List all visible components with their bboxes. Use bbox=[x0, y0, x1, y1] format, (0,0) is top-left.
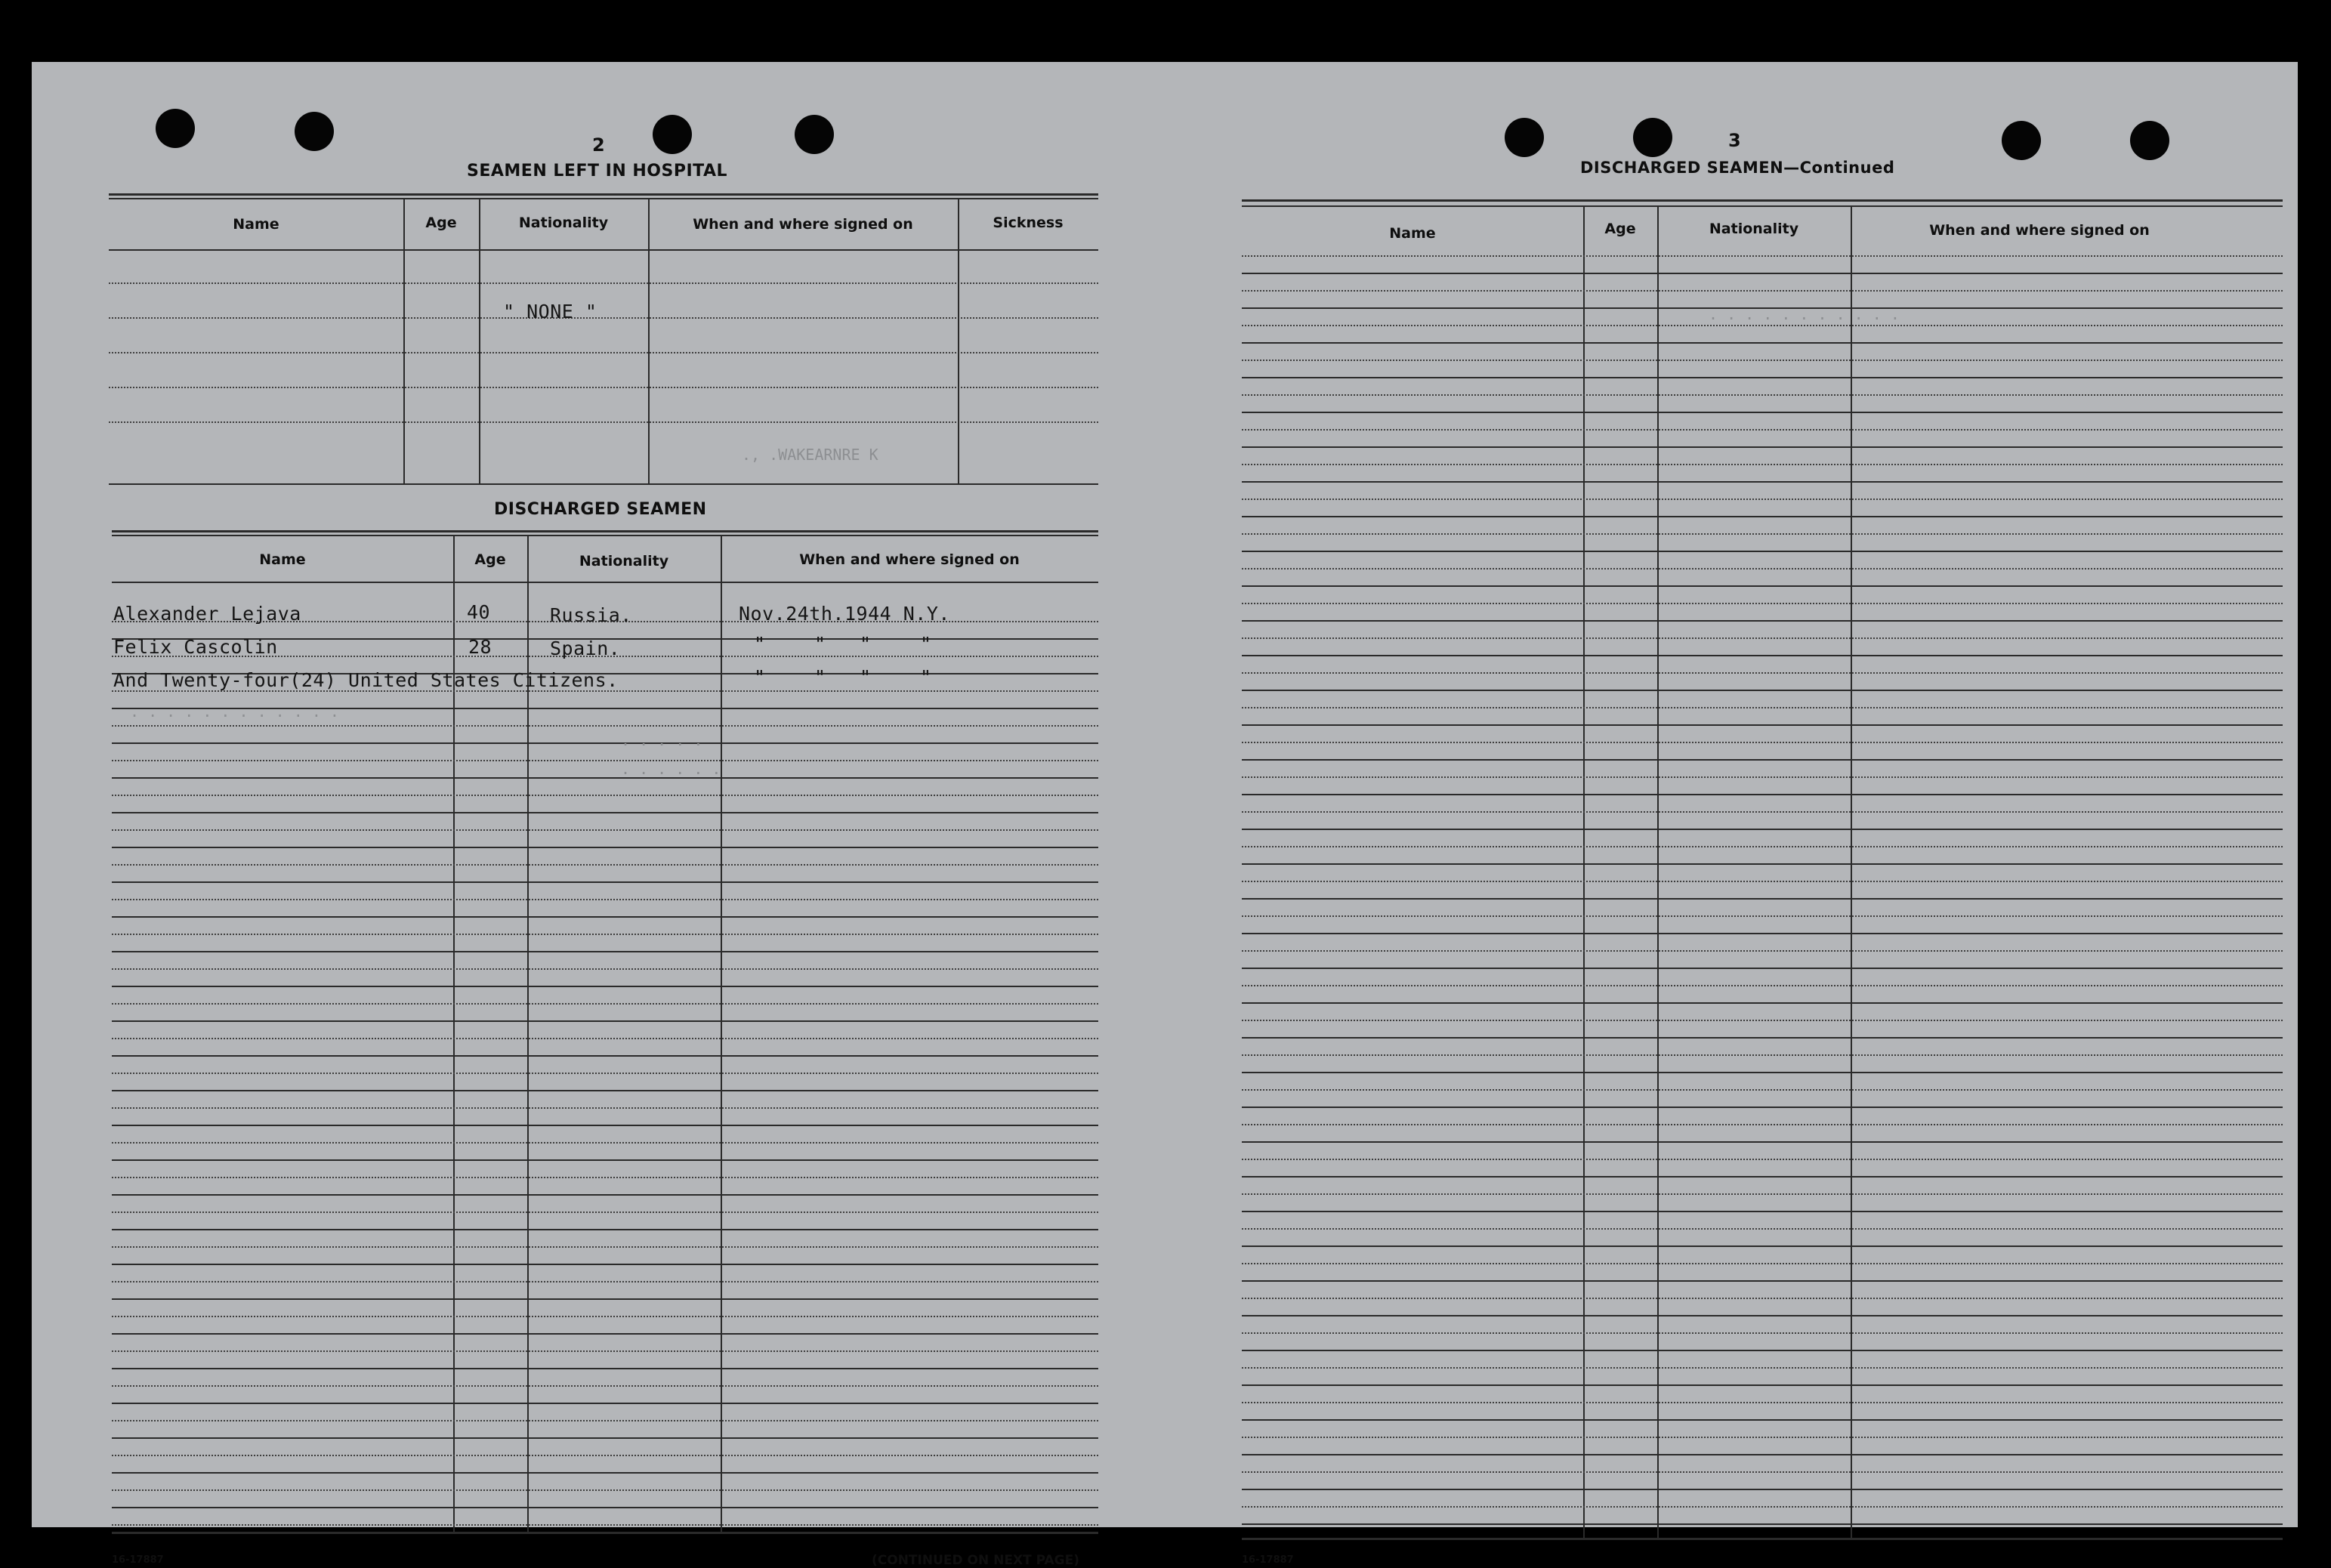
row-rule bbox=[1242, 360, 2283, 361]
col-divider bbox=[1851, 207, 1852, 1539]
row-rule bbox=[1242, 1054, 2283, 1056]
row-rule bbox=[112, 1489, 1098, 1491]
row-rule bbox=[112, 847, 1098, 848]
row-rule bbox=[1242, 1402, 2283, 1403]
row-rule bbox=[1242, 1350, 2283, 1351]
row-rule bbox=[112, 1281, 1098, 1282]
ditto-mark: " bbox=[860, 666, 872, 688]
bleed-through-text: . . . . . bbox=[621, 731, 703, 749]
col-divider bbox=[1657, 207, 1659, 1539]
row-rule bbox=[112, 1437, 1098, 1439]
col-age: Age bbox=[474, 551, 506, 568]
row-rule bbox=[1242, 1471, 2283, 1473]
row-rule bbox=[112, 1507, 1098, 1508]
col-signed-on: When and where signed on bbox=[799, 551, 1020, 568]
col-signed-on: When and where signed on bbox=[693, 216, 913, 233]
col-signed-on: When and where signed on bbox=[1929, 222, 2150, 239]
row-rule bbox=[1242, 933, 2283, 934]
row-rule bbox=[1242, 498, 2283, 500]
bleed-through-text: . . . . . . bbox=[621, 760, 721, 778]
row-rule bbox=[1242, 273, 2283, 274]
col-divider bbox=[958, 199, 959, 483]
col-age: Age bbox=[1604, 221, 1636, 237]
col-divider bbox=[648, 199, 650, 483]
row-rule bbox=[112, 1368, 1098, 1369]
table-bottom-rule bbox=[109, 483, 1098, 485]
row-rule bbox=[112, 1125, 1098, 1126]
row-rule bbox=[1242, 342, 2283, 344]
row-rule bbox=[1242, 1124, 2283, 1125]
row-rule bbox=[1242, 1489, 2283, 1490]
ditto-mark: " bbox=[814, 666, 826, 688]
row-rule bbox=[112, 760, 1098, 761]
table-top-rule bbox=[109, 193, 1098, 196]
row-rule bbox=[112, 916, 1098, 918]
row-rule bbox=[1242, 655, 2283, 656]
row-rule bbox=[1242, 1211, 2283, 1212]
row-rule bbox=[1242, 1159, 2283, 1160]
ditto-mark: " bbox=[754, 633, 766, 655]
row-rule bbox=[1242, 898, 2283, 900]
row-rule bbox=[112, 742, 1098, 744]
form-number: 16-17887 bbox=[112, 1554, 164, 1566]
row-rule bbox=[112, 881, 1098, 883]
col-name: Name bbox=[233, 216, 279, 233]
row-rule bbox=[1242, 1298, 2283, 1299]
row-rule bbox=[112, 1003, 1098, 1005]
row-rule bbox=[1242, 1107, 2283, 1108]
row-rule bbox=[112, 934, 1098, 935]
discharged-heading: DISCHARGED SEAMEN bbox=[494, 500, 707, 519]
row-rule bbox=[1242, 1384, 2283, 1386]
table-bottom-rule bbox=[112, 1532, 1098, 1534]
punch-hole-1 bbox=[1505, 118, 1544, 157]
ditto-mark: " bbox=[860, 633, 872, 655]
row-rule bbox=[112, 1455, 1098, 1456]
row-rule bbox=[1242, 881, 2283, 882]
row-rule bbox=[1242, 1072, 2283, 1073]
row-rule bbox=[1242, 724, 2283, 726]
row-rule bbox=[1242, 968, 2283, 969]
row-rule bbox=[1242, 464, 2283, 465]
table-top-rule bbox=[1242, 199, 2283, 202]
row-rule bbox=[1242, 1419, 2283, 1421]
row-rule bbox=[1242, 516, 2283, 517]
form-number: 16-17887 bbox=[1242, 1554, 1294, 1566]
row-rule bbox=[109, 421, 1098, 423]
col-name: Name bbox=[259, 551, 306, 568]
row-rule bbox=[112, 1055, 1098, 1057]
col-nationality: Nationality bbox=[579, 553, 669, 569]
row-rule bbox=[109, 317, 1098, 319]
row-rule bbox=[112, 1420, 1098, 1421]
row-rule bbox=[1242, 1315, 2283, 1316]
punch-hole-4 bbox=[2130, 121, 2169, 160]
row-rule bbox=[112, 1333, 1098, 1335]
row-rule bbox=[112, 1159, 1098, 1161]
table-top-rule bbox=[109, 198, 1098, 199]
row-rule bbox=[1242, 829, 2283, 830]
row-rule bbox=[1242, 1506, 2283, 1508]
row-rule bbox=[1242, 1228, 2283, 1230]
row-rule bbox=[109, 282, 1098, 284]
table-top-rule bbox=[112, 530, 1098, 532]
row-rule bbox=[112, 777, 1098, 779]
row-rule bbox=[1242, 1367, 2283, 1369]
row-rule bbox=[1242, 551, 2283, 552]
row-rule bbox=[1242, 794, 2283, 795]
discharged-continued-heading: DISCHARGED SEAMEN—Continued bbox=[1580, 159, 1895, 177]
col-divider bbox=[403, 199, 405, 483]
row-rule bbox=[112, 899, 1098, 900]
table-top-rule bbox=[112, 535, 1098, 536]
row-rule bbox=[112, 1264, 1098, 1265]
row-rule bbox=[1242, 377, 2283, 378]
row-rule bbox=[112, 864, 1098, 866]
page-number: 3 bbox=[1728, 130, 1741, 151]
table-bottom-rule bbox=[1242, 1538, 2283, 1540]
row-rule bbox=[1242, 1523, 2283, 1525]
row-rule bbox=[112, 1403, 1098, 1404]
row-rule bbox=[112, 1229, 1098, 1230]
col-divider bbox=[479, 199, 480, 483]
col-nationality: Nationality bbox=[518, 215, 609, 231]
row-rule bbox=[1242, 707, 2283, 708]
row-rule bbox=[1242, 412, 2283, 413]
row-rule bbox=[112, 795, 1098, 796]
row-rule bbox=[112, 1524, 1098, 1526]
row-rule bbox=[1242, 690, 2283, 691]
row-rule bbox=[1242, 585, 2283, 587]
table-row-nationality: Spain. bbox=[550, 637, 621, 659]
row-rule bbox=[112, 1211, 1098, 1213]
row-rule bbox=[109, 387, 1098, 388]
row-rule bbox=[1242, 394, 2283, 396]
row-rule bbox=[1242, 846, 2283, 847]
punch-hole-2 bbox=[295, 112, 334, 151]
col-nationality: Nationality bbox=[1709, 221, 1799, 237]
row-rule bbox=[1242, 759, 2283, 761]
row-rule bbox=[1242, 325, 2283, 326]
row-rule bbox=[112, 1142, 1098, 1144]
row-rule bbox=[112, 1177, 1098, 1178]
row-rule bbox=[1242, 985, 2283, 986]
page-number: 2 bbox=[592, 134, 605, 156]
row-rule bbox=[112, 1090, 1098, 1091]
row-rule bbox=[1242, 1280, 2283, 1282]
row-rule bbox=[112, 1073, 1098, 1074]
hospital-heading: SEAMEN LEFT IN HOSPITAL bbox=[467, 162, 728, 181]
row-rule bbox=[1242, 290, 2283, 292]
punch-hole-1 bbox=[156, 109, 195, 148]
row-rule bbox=[1242, 1332, 2283, 1334]
row-rule bbox=[112, 951, 1098, 952]
left-page bbox=[32, 62, 1187, 1568]
col-age: Age bbox=[425, 215, 457, 231]
punch-hole-3 bbox=[2002, 121, 2041, 160]
table-row-age: 40 bbox=[467, 601, 491, 623]
header-rule bbox=[112, 582, 1098, 583]
row-rule bbox=[1242, 742, 2283, 743]
row-rule bbox=[112, 1350, 1098, 1352]
table-row-name: Alexander Lejava bbox=[113, 603, 301, 625]
row-rule bbox=[112, 968, 1098, 970]
row-rule bbox=[1242, 915, 2283, 917]
row-rule bbox=[1242, 776, 2283, 778]
row-rule bbox=[1242, 950, 2283, 952]
row-rule bbox=[112, 1472, 1098, 1474]
ditto-mark: " bbox=[920, 666, 932, 688]
table-row-nationality: Russia. bbox=[550, 604, 632, 626]
row-rule bbox=[1242, 1176, 2283, 1178]
continued-note: (CONTINUED ON NEXT PAGE) bbox=[872, 1553, 1079, 1568]
row-rule bbox=[1242, 637, 2283, 639]
row-rule bbox=[112, 1316, 1098, 1317]
row-rule bbox=[112, 1194, 1098, 1196]
table-row-signed-on: Nov.24th.1944 N.Y. bbox=[739, 603, 950, 625]
bleed-through-text: ., .WAKEARNRE K bbox=[742, 446, 878, 464]
ditto-mark: " bbox=[814, 633, 826, 655]
row-rule bbox=[112, 1298, 1098, 1300]
col-divider bbox=[721, 536, 722, 1532]
bleed-through-text: . . . . . . . . . . . bbox=[1709, 305, 1900, 323]
header-rule bbox=[109, 249, 1098, 251]
col-name: Name bbox=[1389, 225, 1436, 242]
row-rule bbox=[1242, 533, 2283, 535]
row-rule bbox=[1242, 429, 2283, 431]
row-rule bbox=[1242, 255, 2283, 257]
row-rule bbox=[1242, 672, 2283, 674]
punch-hole-2 bbox=[1633, 118, 1672, 157]
col-sickness: Sickness bbox=[993, 215, 1064, 231]
table-row-name: Felix Cascolin bbox=[113, 636, 278, 658]
row-rule bbox=[112, 812, 1098, 813]
punch-hole-3 bbox=[653, 115, 692, 154]
row-rule bbox=[112, 1246, 1098, 1248]
row-rule bbox=[112, 1385, 1098, 1387]
table-top-rule bbox=[1242, 205, 2283, 207]
row-rule bbox=[112, 725, 1098, 727]
bleed-through-text: . . . . . . . . . . . . bbox=[130, 702, 339, 721]
row-rule bbox=[1242, 863, 2283, 865]
row-rule bbox=[1242, 1037, 2283, 1039]
col-divider bbox=[1583, 207, 1585, 1539]
row-rule bbox=[1242, 1245, 2283, 1247]
right-page bbox=[1187, 62, 2298, 1566]
row-rule bbox=[1242, 1089, 2283, 1091]
punch-hole-4 bbox=[795, 115, 834, 154]
table-row-age: 28 bbox=[468, 636, 492, 658]
row-rule bbox=[112, 829, 1098, 831]
ditto-mark: " bbox=[754, 666, 766, 688]
row-rule bbox=[1242, 603, 2283, 604]
row-rule bbox=[1242, 446, 2283, 448]
row-rule bbox=[112, 986, 1098, 987]
row-rule bbox=[1242, 1193, 2283, 1195]
row-rule bbox=[1242, 568, 2283, 569]
row-rule bbox=[1242, 481, 2283, 483]
row-rule bbox=[1242, 811, 2283, 813]
row-rule bbox=[1242, 620, 2283, 622]
hospital-entry: " NONE " bbox=[503, 301, 597, 323]
row-rule bbox=[1242, 1020, 2283, 1021]
row-rule bbox=[1242, 1141, 2283, 1143]
row-rule bbox=[112, 1038, 1098, 1039]
row-rule bbox=[1242, 1263, 2283, 1264]
row-rule bbox=[1242, 1437, 2283, 1438]
row-rule bbox=[1242, 1002, 2283, 1004]
row-rule bbox=[112, 1020, 1098, 1022]
ditto-mark: " bbox=[920, 633, 932, 655]
row-rule bbox=[112, 1107, 1098, 1109]
table-row-name: And Twenty-four(24) United States Citizens. bbox=[113, 669, 619, 691]
row-rule bbox=[109, 352, 1098, 353]
row-rule bbox=[1242, 1454, 2283, 1455]
